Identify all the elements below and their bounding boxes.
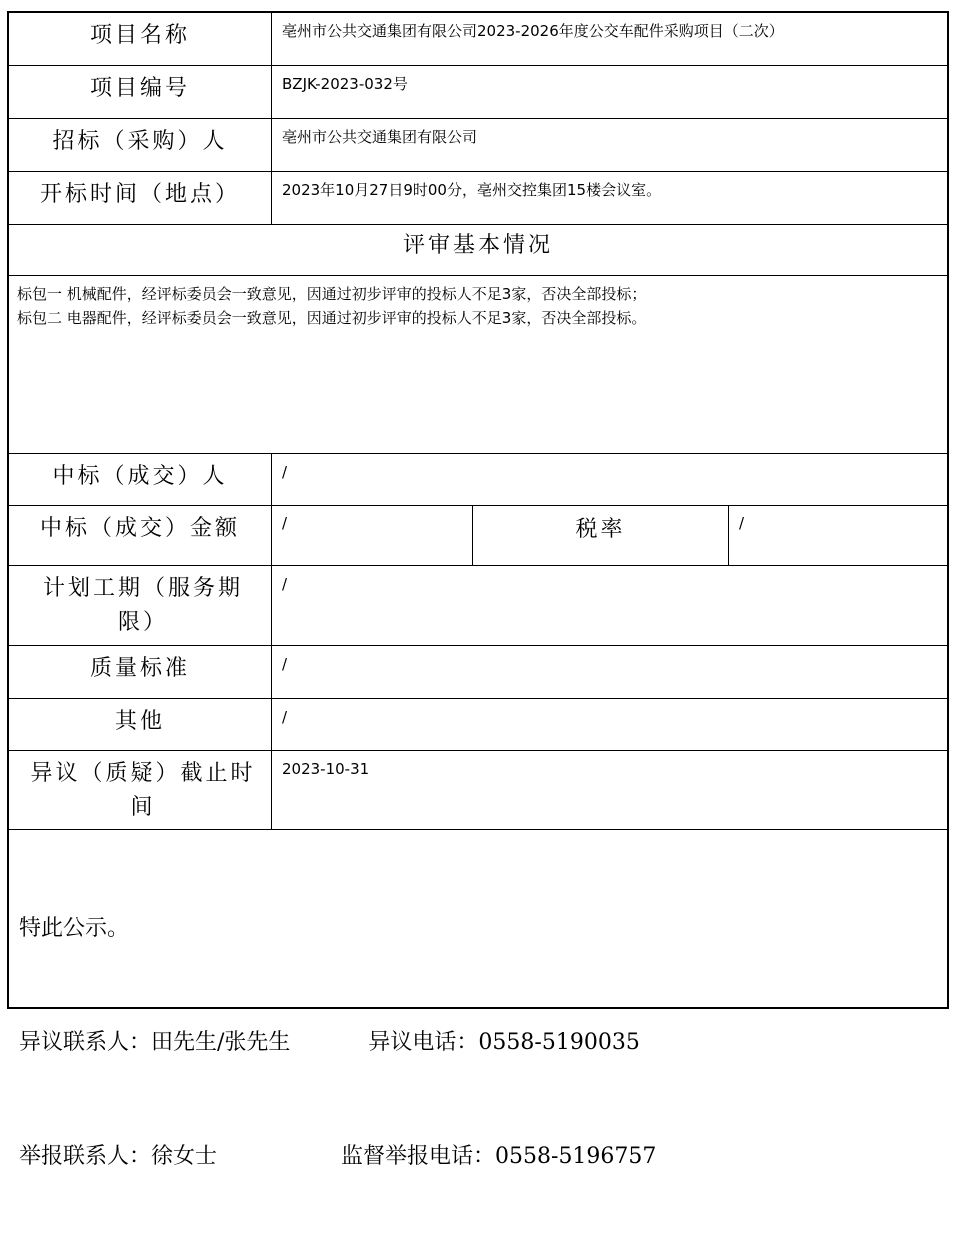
project-number-value: BZJK-2023-032号 [282,75,408,93]
announcement-table [7,11,949,1169]
amount-value: / [272,506,473,565]
row-winner [9,454,947,506]
review-summary [9,276,947,454]
notice-section [9,830,947,1169]
project-name-label: 项目名称 [9,13,272,65]
row-amount [9,506,947,566]
quality-value: / [282,655,288,673]
quality-label: 质量标准 [9,646,272,698]
objection-deadline-value: 2023-10-31 [282,760,370,778]
report-contact: 举报联系人：徐女士 [19,1144,218,1169]
tax-rate-value: / [739,514,745,532]
row-quality [9,646,947,699]
objection-contact-line [19,1024,937,1062]
project-name-value: 亳州市公共交通集团有限公司2023-2026年度公交车配件采购项目（二次） [282,22,784,40]
review-line-1: 标包一 机械配件，经评标委员会一致意见，因通过初步评审的投标人不足3家，否决全部投标； [17,285,647,303]
report-contact-line [19,1138,937,1176]
period-label: 计划工期（服务期限） [9,566,272,645]
row-other [9,699,947,751]
report-phone: 监督举报电话：0558-5196757 [341,1144,657,1169]
objection-contact: 异议联系人：田先生/张先生 [19,1030,291,1055]
row-project-number [9,66,947,119]
opening-value: 2023年10月27日9时00分，亳州交控集团15楼会议室。 [282,181,662,199]
review-title: 评审基本情况 [9,225,947,276]
row-project-name [9,13,947,66]
tax-rate-label: 税率 [473,506,729,565]
objection-phone: 异议电话：0558-5190035 [368,1030,640,1055]
opening-label: 开标时间（地点） [9,172,272,224]
row-objection-deadline [9,751,947,830]
other-value: / [282,708,288,726]
row-purchaser [9,119,947,172]
objection-deadline-label: 异议（质疑）截止时间 [9,751,272,829]
notice-line: 特此公示。 [19,916,130,941]
other-label: 其他 [9,699,272,750]
row-period [9,566,947,646]
purchaser-value: 亳州市公共交通集团有限公司 [282,128,478,146]
amount-label: 中标（成交）金额 [9,506,272,565]
review-line-2: 标包二 电器配件，经评标委员会一致意见，因通过初步评审的投标人不足3家，否决全部投标。 [17,309,647,327]
purchaser-label: 招标（采购）人 [9,119,272,171]
project-number-label: 项目编号 [9,66,272,118]
period-value: / [282,575,288,593]
row-opening [9,172,947,225]
winner-label: 中标（成交）人 [9,454,272,505]
winner-value: / [282,463,288,481]
